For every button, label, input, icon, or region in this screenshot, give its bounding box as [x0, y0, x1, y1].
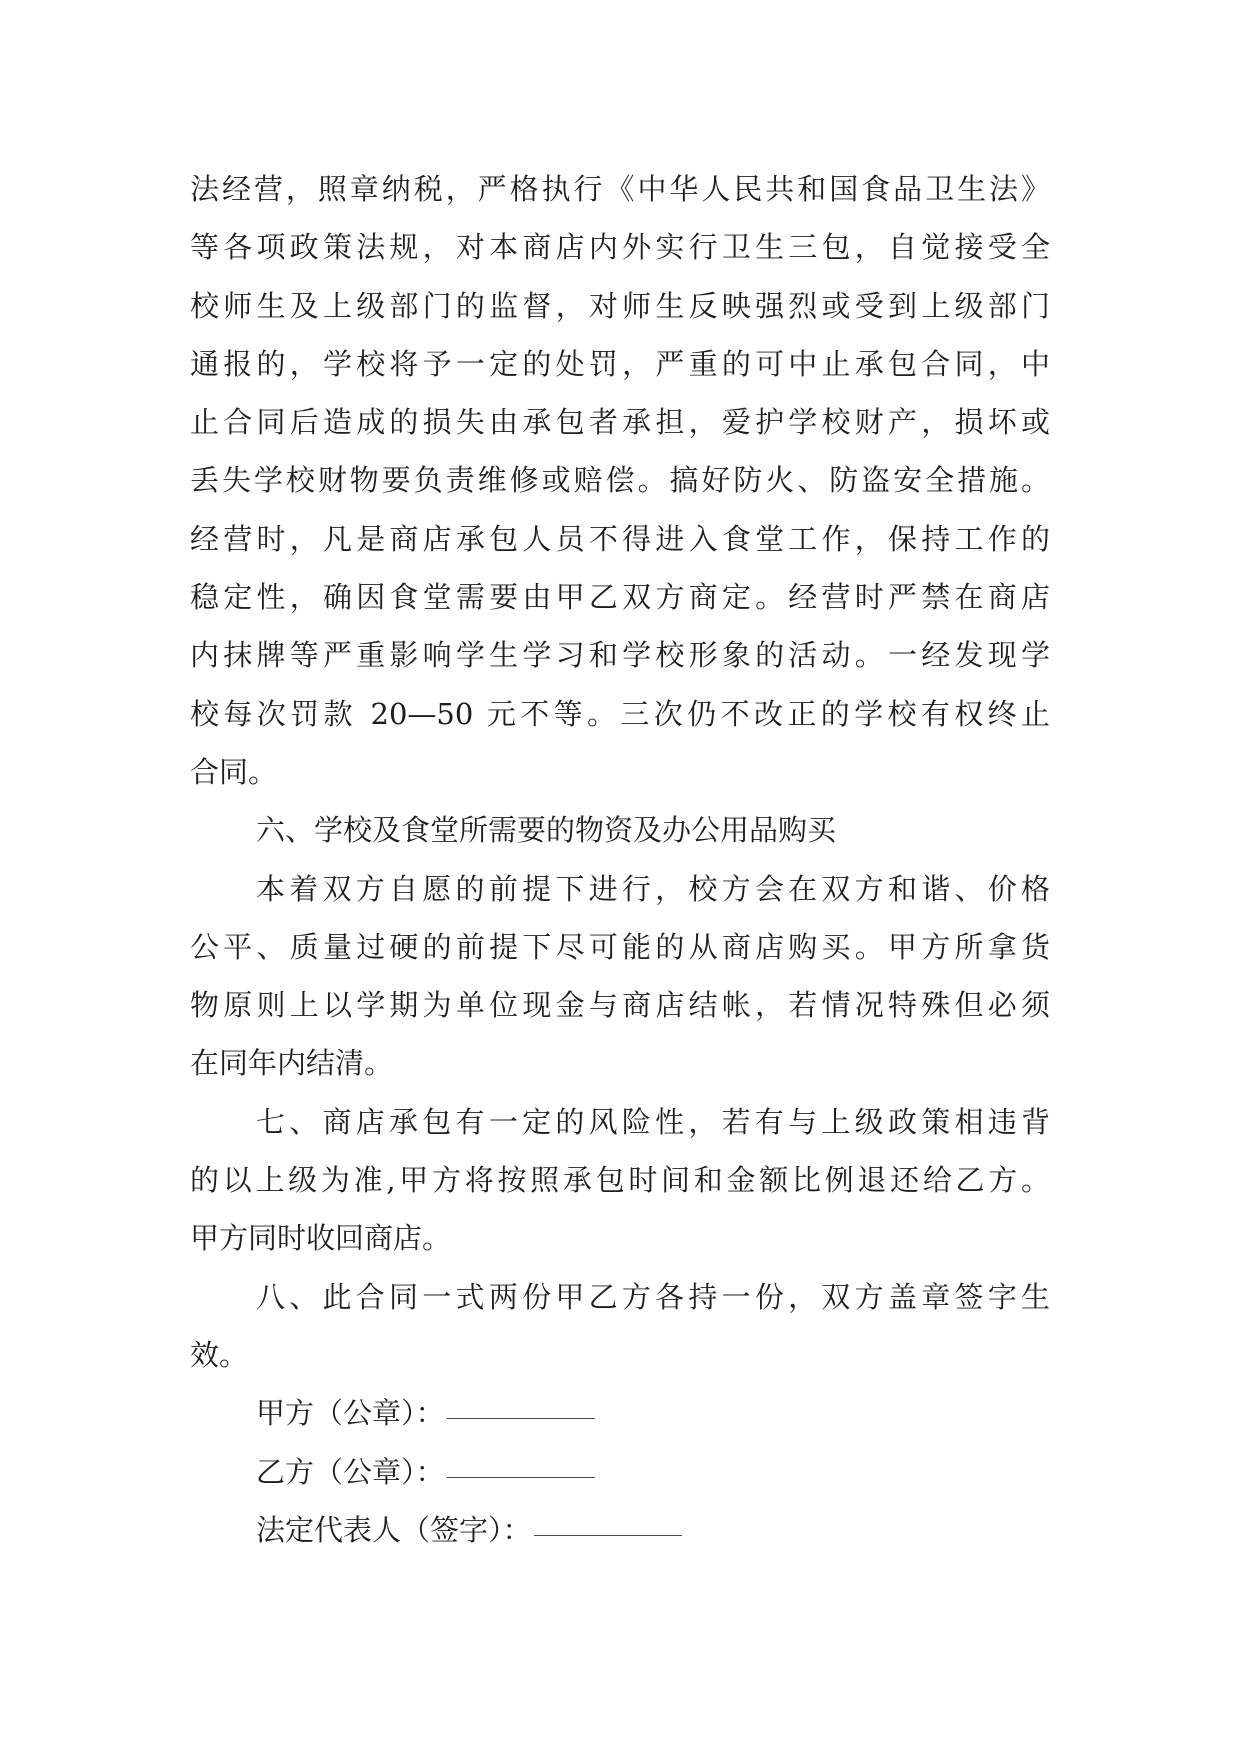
- body-line: 止合同后造成的损失由承包者承担，爱护学校财产，损坏或: [190, 405, 1050, 440]
- legal-rep-label: 法定代表人（签字）：: [256, 1512, 532, 1547]
- body-line: 丢失学校财物要负责维修或赔偿。搞好防火、防盗安全措施。: [190, 463, 1050, 498]
- contract-body: [190, 160, 1050, 1559]
- section-7-line: 的以上级为准,甲方将按照承包时间和金额比例退还给乙方。: [190, 1163, 1050, 1198]
- section-7-line: 七、商店承包有一定的风险性，若有与上级政策相违背: [256, 1104, 1050, 1139]
- party-b-signature-row: [190, 1443, 1050, 1501]
- party-b-label: 乙方（公章）：: [256, 1454, 445, 1489]
- party-a-signature-row: [190, 1384, 1050, 1442]
- party-a-label: 甲方（公章）：: [256, 1396, 445, 1431]
- body-line: 校师生及上级部门的监督，对师生反映强烈或受到上级部门: [190, 288, 1050, 323]
- body-line: 内抹牌等严重影响学生学习和学校形象的活动。一经发现学: [190, 638, 1050, 673]
- section-6-line: 在同年内结清。: [190, 1046, 394, 1081]
- party-a-signature-blank[interactable]: [447, 1384, 595, 1419]
- body-line: 通报的，学校将予一定的处罚，严重的可中止承包合同，中: [190, 346, 1050, 381]
- section-6-line: 公平、质量过硬的前提下尽可能的从商店购买。甲方所拿货: [190, 929, 1050, 964]
- section-7-line: 甲方同时收回商店。: [190, 1221, 452, 1256]
- section-8-line: 八、此合同一式两份甲乙方各持一份，双方盖章签字生: [256, 1279, 1050, 1314]
- body-line: 稳定性，确因食堂需要由甲乙双方商定。经营时严禁在商店: [190, 580, 1050, 615]
- section-heading-6: 六、学校及食堂所需要的物资及办公用品购买: [256, 813, 837, 848]
- body-line: 经营时，凡是商店承包人员不得进入食堂工作，保持工作的: [190, 521, 1050, 556]
- party-b-signature-blank[interactable]: [447, 1443, 595, 1478]
- section-8-line: 效。: [190, 1337, 249, 1372]
- section-6-line: 物原则上以学期为单位现金与商店结帐，若情况特殊但必须: [190, 988, 1050, 1023]
- body-line: 校每次罚款 20—50 元不等。三次仍不改正的学校有权终止: [190, 696, 1050, 731]
- body-line: 等各项政策法规，对本商店内外实行卫生三包，自觉接受全: [190, 230, 1050, 265]
- body-line: 合同。: [190, 754, 278, 789]
- legal-rep-signature-row: [190, 1501, 1050, 1559]
- section-6-line: 本着双方自愿的前提下进行，校方会在双方和谐、价格: [256, 871, 1050, 906]
- body-line: 法经营，照章纳税，严格执行《中华人民共和国食品卫生法》: [190, 172, 1050, 206]
- legal-rep-signature-blank[interactable]: [534, 1501, 682, 1536]
